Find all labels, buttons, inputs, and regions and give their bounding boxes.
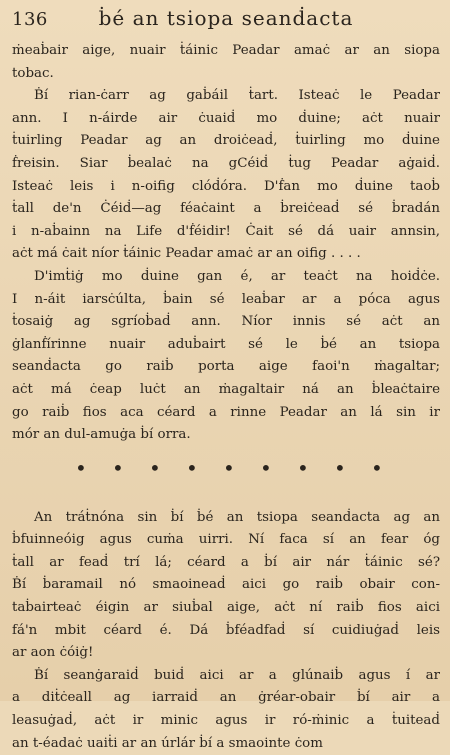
text-line: ṫall ar feaḋ trí lá; céard a ḃí air nár ṫáinic sé?	[12, 554, 440, 570]
text-line: leasuġaḋ, aċt ir minic agus ir ró-ṁinic a ṫuiteaḋ	[12, 713, 440, 729]
text-line: Ḃí seanġaraiḋ buiḋ aici ar a glúnaiḃ agus í ar	[34, 667, 440, 683]
text-line: Isteaċ leis i n-oifig clóḋóra. D'ḟan mo ḋuine taoḃ	[12, 178, 440, 194]
section-break-dot: •	[223, 455, 235, 480]
text-line: ḃfuinneóig agus cuṁa uirri. Ní faca sí an fear óg	[12, 532, 440, 548]
section-break-dot: •	[371, 455, 383, 480]
text-line: mór an dul-amuġa ḃí orra.	[12, 427, 191, 443]
section-break-dot: •	[297, 455, 309, 480]
text-line: An tráṫnóna sin ḃí ḃé an tsiopa seanḋacta ag an	[34, 509, 440, 525]
body-text-top	[12, 40, 440, 447]
paragraph	[12, 40, 440, 85]
text-line: I n-áit iarsċúlta, ḃain sé leaḃar ar a póca agus	[12, 291, 440, 307]
text-line: seanḋacta go raiḃ porta aige faoi'n ṁagaltar;	[12, 359, 440, 375]
text-line: go raiḃ fios aca céard a rinne Peadar an lá sin ir	[12, 404, 440, 420]
paragraph	[12, 266, 440, 447]
text-line: fá'n mbit céard é. Dá ḃféadfaḋ sí cuidiuġaḋ leis	[12, 622, 440, 638]
text-line: D'imṫiġ mo ḋuine gan é, ar teaċt na hoiḋċe.	[34, 268, 440, 284]
paragraph	[12, 85, 440, 266]
page-number: 136	[12, 9, 48, 30]
text-line: Ḃí ḃaramail nó smaoineaḋ aici go raiḃ obair con-	[12, 577, 440, 593]
text-line: a diṫċeall ag iarraiḋ an ġréar-obair ḃí air a	[12, 690, 440, 706]
text-line: Ḃí rian-ċarr ag gaḃáil ṫart. Isteaċ le Peadar	[34, 88, 440, 104]
running-title: ḃé an tsiopa seanḋacta	[98, 6, 354, 30]
text-line: an t-éadaċ uaiṫi ar an úrlár ḃí a smaointe ċom	[12, 735, 323, 751]
section-break-dot: •	[334, 455, 346, 480]
text-line: ġlanḟírinne nuair aduḃairt sé le ḃé an tsiopa	[12, 336, 440, 352]
text-line: ann. I n-áirde air ċuaiḋ mo ḋuine; aċt nuair	[12, 110, 440, 126]
text-line: aċt má ċait níor ṫáinic Peadar amaċ ar an oifig . . . .	[12, 246, 361, 262]
text-line: ḟreisin. Siar ḃealaċ na gCéiḋ ṫug Peadar aġaiḋ.	[12, 155, 440, 171]
section-break-dot: •	[260, 455, 272, 480]
text-line: ṫuirling Peadar ag an droiċeaḋ, ṫuirling mo ḋuine	[12, 133, 440, 149]
section-break-dot: •	[186, 455, 198, 480]
text-line: aċt má ċeap luċt an ṁagaltair ná an ḃleaċtaire	[12, 381, 440, 397]
section-break	[12, 447, 440, 489]
section-break-dot: •	[149, 455, 161, 480]
section-break-dot: •	[112, 455, 124, 480]
body-text-bottom	[12, 507, 440, 755]
text-line: i n-aḃainn na Life d'ḟéidir! Ċait sé dá uair annsin,	[12, 223, 440, 239]
paragraph	[12, 665, 440, 755]
text-line: ar aon ċóiġ!	[12, 645, 94, 661]
section-break-dot: •	[75, 455, 87, 480]
text-line: ṁeaḃair aige, nuair ṫáinic Peadar amaċ ar an siopa	[12, 43, 440, 58]
text-line: taḃairteaċ éigin ar siuḃal aige, aċt ní raiḃ fios aici	[12, 600, 440, 616]
text-line: ṫall de'n Ċéiḋ—ag féaċaint a ḃreiċeaḋ sé ḃradán	[12, 201, 440, 217]
page-header	[12, 6, 440, 32]
paragraph	[12, 507, 440, 665]
text-line: ṫosaiġ ag sgríoḃaḋ ann. Níor innis sé aċt an	[12, 314, 440, 330]
text-line: tobac.	[12, 65, 54, 81]
